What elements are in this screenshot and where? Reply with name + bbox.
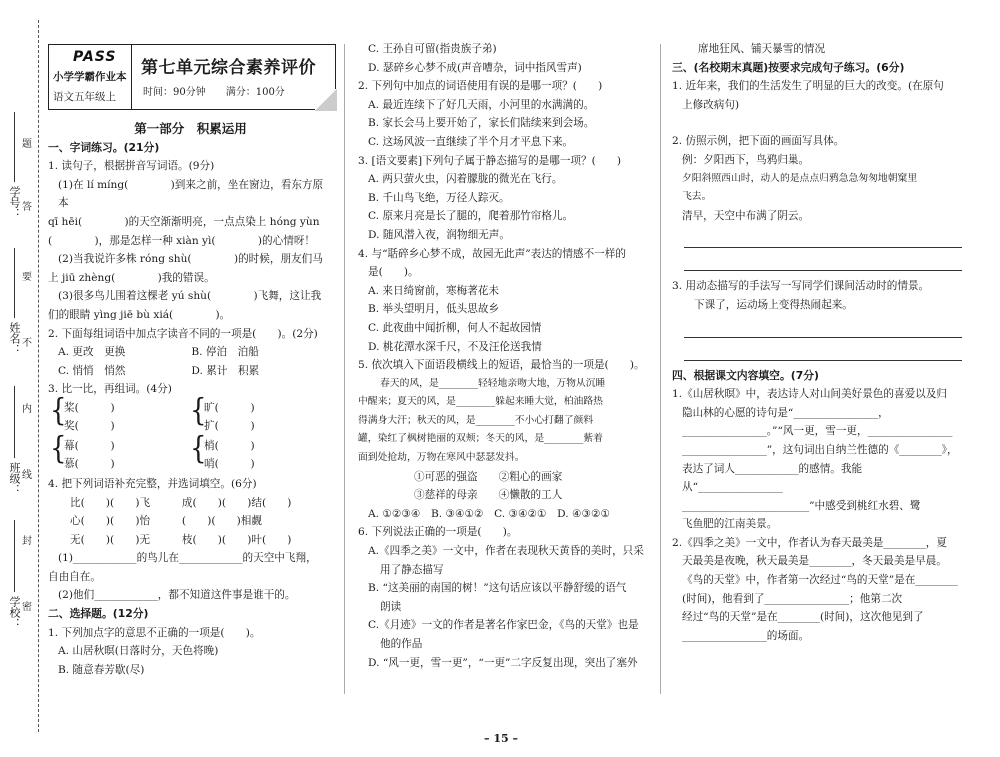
compare-item[interactable]: 慕( ) [64, 457, 115, 470]
option-d[interactable]: D. 随风潜入夜，润物细无声。 [368, 228, 510, 241]
answer-line[interactable] [684, 225, 962, 248]
column-divider [660, 44, 661, 694]
question: 2. 下面每组词语中加点字读音不同的一项是( )。(2分) [48, 327, 318, 340]
option-c[interactable]: C. 这场风波一直继续了半个月才平息下来。 [368, 135, 574, 148]
page-number: – 15 – [484, 732, 518, 745]
answer-line[interactable] [684, 248, 962, 271]
column-1 [48, 120, 333, 679]
exam-header [48, 44, 336, 110]
question: 3. [语文要素]下列句子属于静态描写的是哪一项？( ) [358, 154, 622, 167]
series-name: 小学学霸作业本 [53, 71, 127, 83]
binding-line [38, 20, 39, 732]
compare-item[interactable]: 扩( ) [204, 419, 255, 432]
passage-line[interactable]: 得满身大汗；秋天的风，是________不小心打翻了颜料 [358, 414, 594, 426]
question: 1. 近年来，我们的生活发生了明显的巨大的改变。(在原句 [672, 80, 944, 93]
column-divider [344, 44, 345, 694]
section-heading: 一、字词练习。(21分) [48, 140, 160, 154]
fill-line[interactable]: (1)____________的鸟儿在____________的天空中飞翔， [58, 552, 317, 565]
compare-item[interactable]: 旷( ) [204, 401, 255, 414]
part-title: 第一部分 积累运用 [134, 121, 247, 136]
option-b[interactable]: B. 随意春芳歇(尽) [58, 663, 145, 676]
name-line[interactable] [14, 248, 15, 318]
fill-line[interactable]: ________________”，这句词出自纳兰性德的《________》， [682, 443, 958, 456]
option-b[interactable]: B. “这美丽的南国的树！”这句话应该以平静舒缓的语气 [368, 582, 627, 595]
example-line: 飞去。 [682, 191, 712, 203]
passage-line: 面到处抢劫，万物在寒风中瑟瑟发抖。 [358, 452, 525, 464]
option-a[interactable]: A. 更改 更换 [58, 346, 126, 359]
compare-group [48, 392, 333, 475]
question: 1. 读句子，根据拼音写词语。(9分) [48, 160, 215, 173]
question-line[interactable]: (3)很多鸟儿围着这棵老 yú shù( )飞舞，这让我 [58, 290, 322, 303]
option-d[interactable]: D. 桃花潭水深千尺，不及汪伦送我情 [368, 340, 542, 353]
question-line[interactable]: qī hēi( )的天空渐渐明亮，一点点染上 hóng yùn [48, 215, 320, 228]
option-d[interactable]: D. “风一更，雪一更”，“一更”二字反复出现，突出了塞外 [368, 656, 638, 669]
seal-mark: 内 [22, 404, 32, 415]
passage-line[interactable]: 春天的风，是________轻轻地亲吻大地，万物从沉睡 [380, 377, 606, 389]
fill-line[interactable]: (2)他们____________，都不知道这件事是谁干的。 [58, 589, 296, 602]
seal-mark: 不 [22, 338, 32, 349]
option-a[interactable]: A. 两只萤火虫，闪着朦胧的微光在飞行。 [368, 173, 563, 186]
question: 3. 比一比，再组词。(4分) [48, 383, 172, 396]
name-label: 姓名： [8, 322, 21, 355]
brace-icon: { [50, 430, 67, 467]
seal-mark: 线 [22, 470, 32, 481]
passage-line[interactable]: 中醒来；夏天的风，是________躲起来睡大觉，柏油路热 [358, 396, 603, 408]
page-curl-decoration [315, 89, 337, 111]
question-line[interactable]: 上 jiū zhèng( )我的错误。 [48, 271, 215, 284]
seal-mark: 答 [22, 202, 32, 213]
class-line[interactable] [14, 386, 15, 458]
question: 2. 仿照示例，把下面的画面写具体。 [672, 135, 845, 148]
fill-line[interactable]: (时间)，他看到了________________；他第二次 [682, 592, 903, 605]
question: 1. 下列加点字的意思不正确的一项是( )。 [48, 626, 261, 639]
compare-item[interactable]: 奖( ) [64, 419, 115, 432]
option-b[interactable]: B. 举头望明月，低头思故乡 [368, 303, 500, 316]
exam-title: 第七单元综合素养评价 [141, 58, 316, 78]
option-d-cont: 席地狂风、铺天暴雪的情况 [698, 43, 826, 55]
option-a[interactable]: A. 最近连续下了好几天雨，小河里的水满满的。 [368, 98, 595, 111]
brand-logo: PASS [73, 49, 117, 65]
seal-mark: 封 [22, 536, 32, 547]
section-heading: 四、根据课文内容填空。(7分) [672, 368, 819, 382]
fill-line[interactable]: ________________。”“风一更，雪一更，________________ [682, 425, 953, 438]
school-label: 学校： [8, 596, 21, 629]
question: 5. 依次填入下面语段横线上的短语，最恰当的一项是( )。 [358, 359, 645, 372]
class-label: 班级： [8, 462, 21, 495]
option-c[interactable]: C. 王孙自可留(指贵族子弟) [368, 43, 497, 55]
question: 上修改病句) [682, 98, 740, 111]
option-a[interactable]: A. 来日绮窗前，寒梅著花未 [368, 284, 499, 297]
question: 3. 用动态描写的手法写一写同学们课间活动时的情景。 [672, 280, 930, 293]
question: 2. 下列句中加点的词语使用有误的是哪一项？( ) [358, 80, 603, 93]
option-c[interactable]: C. 悄悄 悄然 [58, 364, 126, 377]
idiom-row[interactable]: 心( )( )怡 ( )( )相觑 [70, 515, 262, 528]
options-row [48, 343, 333, 362]
fill-line[interactable]: 天最美是夜晚，秋天最美是________，冬天最美是早晨。 [682, 555, 947, 568]
idiom-row[interactable]: 比( )( )飞 成( )( )结( ) [70, 496, 292, 509]
column-3 [672, 40, 962, 645]
option-a-cont: 用了静态描写 [380, 563, 444, 576]
section-heading: 二、选择题。(12分) [48, 607, 149, 621]
option-b[interactable]: B. 千山鸟飞绝，万径人踪灭。 [368, 191, 510, 204]
phrase-options: ③慈祥的母亲 ④懒散的工人 [414, 489, 563, 502]
section-heading: 三、(名校期末真题)按要求完成句子练习。(6分) [672, 60, 905, 74]
seal-mark: 要 [22, 272, 32, 283]
fill-line[interactable]: ________________的场面。 [682, 629, 810, 642]
answer-line[interactable] [684, 338, 962, 361]
fill-line[interactable]: ________________________”中感受到桃红水碧、鹭 [682, 499, 921, 512]
column-2 [358, 40, 648, 672]
option-c[interactable]: C.《月迹》一文的作者是著名作家巴金，《鸟的天堂》也是 [368, 619, 639, 632]
option-c[interactable]: C. 此夜曲中闻折柳，何人不起故园情 [368, 321, 542, 334]
seal-mark: 题 [22, 139, 32, 150]
spacer [672, 114, 962, 132]
example-line: 例：夕阳西下，鸟鸦归巢。 [682, 153, 810, 166]
question-line[interactable]: 们的眼睛 yìng jiē bù xiá( )。 [48, 308, 231, 321]
question: 4. 与“聒碎乡心梦不成，故园无此声”表达的情感不一样的 [358, 247, 626, 260]
fill-line: 自由自在。 [48, 570, 101, 583]
fill-line[interactable]: 经过“鸟的天堂”是在________(时间)，这次他见到了 [682, 611, 924, 624]
brace-icon: { [190, 430, 207, 467]
answer-options[interactable]: A. ①②③④ B. ③④①② C. ③④②① D. ④③②① [368, 507, 610, 520]
option-b[interactable]: B. 停泊 泊船 [191, 346, 259, 359]
fill-line[interactable]: 表达了词人____________的感情。我能从“________________ [682, 462, 863, 494]
idiom-row[interactable]: 无( )( )无 枝( )( )叶( ) [70, 533, 292, 546]
question: 是( )。 [368, 266, 419, 279]
compare-item[interactable]: 梢( ) [204, 439, 255, 452]
seal-mark: 密 [22, 602, 32, 613]
option-a[interactable]: A.《四季之美》一文中，作者在表现秋天黄昏的美时，只采 [368, 545, 644, 558]
passage-line[interactable]: 罐，染红了枫树艳丽的双颊；冬天的风，是________紫着 [358, 433, 603, 445]
fill-line[interactable]: 隐山林的心愿的诗句是“________________， [682, 406, 889, 419]
question: 4. 把下列词语补充完整，并选词填空。(6分) [48, 477, 257, 490]
options-row [48, 362, 333, 381]
option-d[interactable]: D. 瑟碎乡心梦不成(声音嘈杂，词中指风雪声) [368, 61, 582, 74]
option-d[interactable]: D. 累计 积累 [191, 364, 260, 377]
question: 6. 下列说法正确的一项是( )。 [358, 526, 518, 539]
option-b[interactable]: B. 家长会马上要开始了，家长们陆续来到会场。 [368, 117, 595, 130]
option-c-cont: 他的作品 [380, 638, 423, 650]
grade-label: 语文五年级上 [53, 91, 116, 103]
fill-line[interactable]: 《鸟的天堂》中，作者第一次经过“鸟的天堂”是在________ [682, 574, 958, 587]
answer-line[interactable] [684, 315, 962, 338]
example-line: 夕阳斜照西山时，动人的是点点归鸦急急匆匆地朝窠里 [682, 172, 918, 184]
prompt-line: 清早，天空中布满了阴云。 [682, 209, 810, 222]
option-c[interactable]: C. 原来月亮是长了腿的，爬着那竹帘格儿。 [368, 210, 574, 223]
compare-item[interactable]: 幕( ) [64, 439, 115, 452]
student-id-label: 学号： [8, 186, 21, 219]
fill-line: 飞鱼肥的江南美景。 [682, 518, 778, 531]
exam-meta: 时间：90分钟 满分：100分 [143, 87, 285, 98]
fill-line[interactable]: 2.《四季之美》一文中，作者认为春天最美是________，夏 [672, 536, 947, 549]
phrase-options: ①可恶的强盗 ②粗心的画家 [414, 470, 563, 483]
series-box [49, 45, 132, 109]
prompt-line: 下课了，运动场上变得热闹起来。 [694, 298, 853, 311]
option-b-cont: 朗读 [380, 600, 402, 613]
student-id-line[interactable] [14, 112, 15, 182]
compare-item[interactable]: 桨( ) [64, 401, 115, 414]
brace-icon: { [190, 392, 207, 429]
fill-line: 1.《山居秋暝》中，表达诗人对山间美好景色的喜爱以及归 [672, 388, 947, 401]
option-a[interactable]: A. 山居秋暝(日落时分，天色将晚) [58, 645, 219, 658]
question-line[interactable]: ( )，那是怎样一种 xiàn yì( )的心情呀！ [48, 234, 316, 247]
question-line[interactable]: (2)当我说许多株 róng shù( )的时候，朋友们马 [58, 253, 323, 266]
question-line[interactable]: (1)在 lí míng( )到来之前，坐在窗边，看东方原本 [58, 178, 324, 210]
school-line[interactable] [14, 520, 15, 592]
compare-item[interactable]: 哨( ) [204, 457, 255, 470]
brace-icon: { [50, 392, 67, 429]
